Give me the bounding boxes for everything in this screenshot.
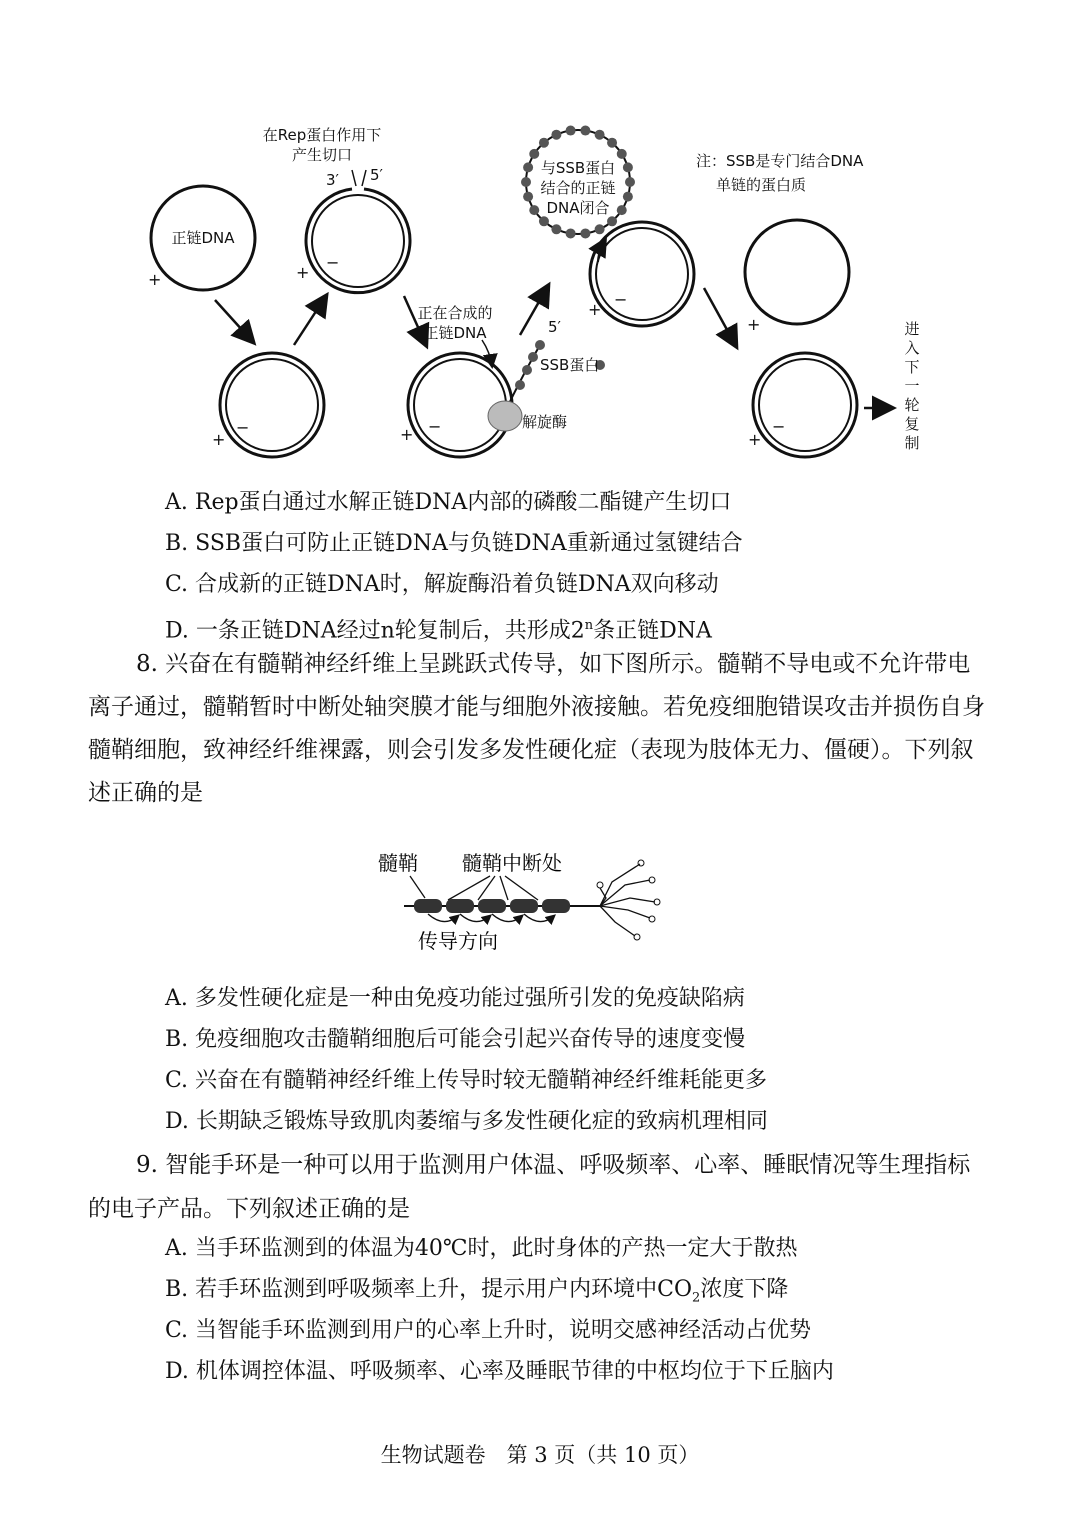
plus-sign: +	[588, 300, 602, 319]
q7-option-a: A. Rep蛋白通过水解正链DNA内部的磷酸二酯键产生切口	[165, 490, 732, 515]
ssb-bead	[539, 138, 549, 148]
arrow-down-1	[215, 300, 253, 342]
q9-option-a: A. 当手环监测到的体温为40℃时，此时身体的产热一定大于散热	[165, 1236, 798, 1261]
ssb-bead	[521, 177, 531, 187]
page-footer: 生物试题卷 第 3 页（共 10 页）	[380, 1443, 700, 1467]
q8-option-a: A. 多发性硬化症是一种由免疫功能过强所引发的免疫缺陷病	[165, 986, 745, 1011]
prime5-label: 5′	[548, 318, 561, 336]
next-round-label	[904, 320, 919, 452]
plus-sign: +	[747, 315, 761, 334]
prime3-label: 3′	[326, 171, 339, 189]
ssb-bead	[551, 224, 561, 234]
ssb-bead	[623, 162, 633, 172]
synth-label-line2: 正链DNA	[423, 324, 487, 342]
myelin-label: 髓鞘	[378, 851, 418, 875]
ssb-bead	[580, 228, 590, 238]
ssb-bead	[566, 126, 576, 136]
q8-option-c: C. 兴奋在有髓鞘神经纤维上传导时较无髓鞘神经纤维耗能更多	[165, 1068, 768, 1093]
ssb-bead	[625, 177, 635, 187]
q7-option-d	[165, 611, 712, 646]
ssb-protein-label: SSB蛋白	[540, 356, 600, 374]
ssb-bead	[580, 126, 590, 136]
plus-sign: +	[296, 263, 310, 282]
q8-option-d: D. 长期缺乏锻炼导致肌肉萎缩与多发性硬化症的致病机理相同	[165, 1109, 768, 1134]
plus-sign: +	[748, 430, 762, 449]
rolling-circle-diagram	[0, 0, 1080, 470]
plus-sign: +	[212, 430, 226, 449]
positive-dna-circle-2	[745, 220, 849, 324]
node-label: 髓鞘中断处	[462, 851, 562, 875]
rep-note-line1: 在Rep蛋白作用下	[262, 126, 382, 144]
ssb-bead	[607, 138, 617, 148]
ssb-bead	[551, 130, 561, 140]
q9-option-b-text: B. 若手环监测到呼吸频率上升，提示用户内环境中CO	[165, 1277, 693, 1302]
ssb-bead	[595, 224, 605, 234]
arrow-up-1	[294, 296, 326, 345]
ssb-bead	[607, 216, 617, 226]
ssb-bead	[529, 205, 539, 215]
ssb-bead	[523, 192, 533, 202]
double-dna-circle-1	[220, 353, 324, 457]
q7-option-b: B. SSB蛋白可防止正链DNA与负链DNA重新通过氢键结合	[165, 531, 743, 556]
next-round-char: 进	[904, 320, 920, 338]
positive-dna-label: 正链DNA	[171, 229, 235, 247]
ssb-note-line1: 注：SSB是专门结合DNA	[696, 152, 864, 170]
helicase-icon	[488, 401, 522, 431]
next-round-char: 制	[904, 434, 920, 452]
q8-stem: 8. 兴奋在有髓鞘神经纤维上呈跳跃式传导，如下图所示。髓鞘不导电或不允许带电离子通过，髓鞘暂时中断处轴突膜才能与细胞外液接触。若免疫细胞错误攻击并损伤自身髓鞘细胞，致神经纤维裸露，则会引发多发性硬化症（表现为肢体无力、僵硬）。下列叙述正确的是	[88, 651, 985, 806]
q9-stem: 9. 智能手环是一种可以用于监测用户体温、呼吸频率、心率、睡眠情况等生理指标的电子产品。下列叙述正确的是	[88, 1152, 971, 1222]
q9-option-b-subscript: 2	[692, 1290, 701, 1306]
direction-label: 传导方向	[418, 929, 498, 953]
synth-label-line1: 正在合成的	[417, 304, 493, 322]
next-round-char: 入	[904, 339, 920, 357]
q7-option-d-text: D. 一条正链DNA经过n轮复制后，共形成2	[165, 618, 585, 644]
nicked-dna-circle	[306, 189, 410, 293]
minus-sign: −	[772, 417, 786, 436]
minus-sign: −	[326, 253, 340, 272]
next-round-char: 一	[904, 377, 920, 395]
ssb-bead	[523, 162, 533, 172]
q9-option-b	[165, 1275, 788, 1313]
next-round-char: 复	[904, 415, 920, 433]
arrow-down-3	[704, 288, 736, 346]
ssb-bound-line1: 与SSB蛋白	[540, 159, 616, 177]
q8-option-b: B. 免疫细胞攻击髓鞘细胞后可能会引起兴奋传导的速度变慢	[165, 1027, 746, 1052]
ssb-bead	[617, 205, 627, 215]
double-dna-circle-2	[590, 222, 694, 326]
plus-sign: +	[148, 270, 162, 289]
next-round-char: 轮	[904, 396, 920, 414]
double-dna-circle-3	[753, 353, 857, 457]
q9-option-b-tail: 浓度下降	[700, 1277, 789, 1302]
plus-sign: +	[400, 425, 414, 444]
q7-option-d-exponent: n	[584, 618, 594, 633]
next-round-char: 下	[904, 358, 920, 376]
rep-note-line2: 产生切口	[291, 146, 353, 164]
minus-sign: −	[428, 417, 442, 436]
q9-option-c: C. 当智能手环监测到用户的心率上升时，说明交感神经活动占优势	[165, 1318, 812, 1343]
ssb-bead	[617, 149, 627, 159]
helicase-label: 解旋酶	[522, 413, 568, 431]
minus-sign: −	[614, 290, 628, 309]
ssb-bead	[595, 130, 605, 140]
prime5-label: 5′	[370, 166, 383, 184]
ssb-note-line2: 单链的蛋白质	[716, 176, 807, 194]
ssb-bead	[529, 149, 539, 159]
arrow-up-2	[520, 286, 548, 335]
ssb-bound-line2: 结合的正链	[540, 179, 616, 197]
ssb-bead	[566, 228, 576, 238]
minus-sign: −	[236, 418, 250, 437]
q7-option-d-tail: 条正链DNA	[593, 618, 712, 644]
q7-option-c: C. 合成新的正链DNA时，解旋酶沿着负链DNA双向移动	[165, 572, 719, 597]
ssb-bound-line3: DNA闭合	[546, 199, 610, 217]
myelinated-nerve-diagram	[0, 840, 1080, 970]
ssb-bead	[539, 216, 549, 226]
ssb-bead	[623, 192, 633, 202]
q9-option-d: D. 机体调控体温、呼吸频率、心率及睡眠节律的中枢均位于下丘脑内	[165, 1359, 834, 1384]
